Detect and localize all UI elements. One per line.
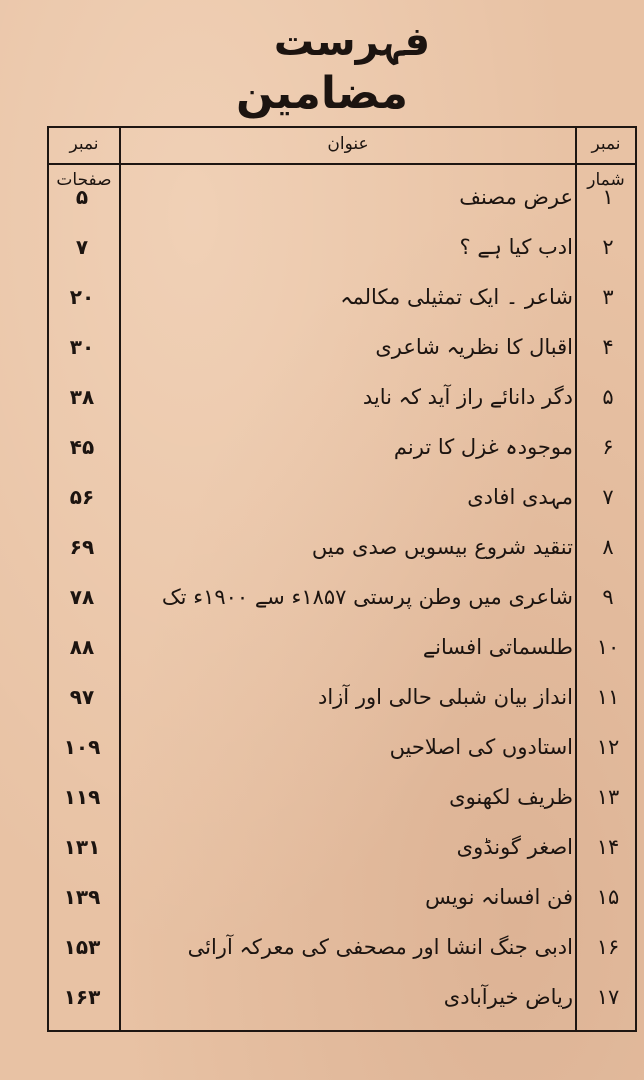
heading-line-1: فہرست	[273, 19, 431, 65]
entry-page: ۹۷	[69, 685, 95, 709]
table-row	[47, 372, 637, 422]
entry-page: ۴۵	[69, 435, 95, 459]
entry-title: مہدی افادی	[467, 485, 573, 509]
table-row	[47, 422, 637, 472]
table-row	[47, 872, 637, 922]
table-row	[47, 172, 637, 222]
entry-title: طلسماتی افسانے	[422, 635, 573, 659]
table-row	[47, 822, 637, 872]
table-row	[47, 922, 637, 972]
entry-page: ۳۸	[69, 385, 95, 409]
entry-page: ۱۱۹	[63, 785, 101, 809]
table-row	[47, 722, 637, 772]
entry-number: ۱۳	[596, 785, 620, 809]
table-row	[47, 522, 637, 572]
entry-number: ۲	[602, 235, 614, 259]
entry-page: ۱۵۳	[63, 935, 101, 959]
entry-page: ۳۰	[69, 335, 95, 359]
page-heading	[0, 18, 644, 118]
entry-page: ۱۳۱	[63, 835, 101, 859]
entry-number: ۱۷	[596, 985, 620, 1009]
heading-line-2: مضامین	[236, 68, 408, 119]
entry-number: ۱۰	[596, 635, 620, 659]
entry-number: ۵	[602, 385, 614, 409]
entry-number: ۱۴	[596, 835, 620, 859]
entry-number: ۱۶	[596, 935, 620, 959]
entry-title: عرض مصنف	[459, 185, 573, 209]
entry-page: ۵۶	[69, 485, 95, 509]
entry-number: ۱۱	[596, 685, 620, 709]
entry-page: ۲۰	[69, 285, 95, 309]
entry-title: فن افسانہ نویس	[425, 885, 573, 909]
entry-number: ۳	[602, 285, 614, 309]
entry-title: تنقید شروع بیسویں صدی میں	[311, 535, 573, 559]
table-row	[47, 322, 637, 372]
title-column-header: عنوان	[327, 134, 369, 154]
entry-number: ۱۵	[596, 885, 620, 909]
serial-column-header: نمبر شمار	[587, 134, 625, 190]
entry-number: ۹	[602, 585, 614, 609]
entry-title: اصغر گونڈوی	[456, 835, 573, 859]
entry-page: ۷۸	[69, 585, 95, 609]
entry-title: شاعری میں وطن پرستی ۱۸۵۷ء سے ۱۹۰۰ء تک	[161, 585, 573, 609]
entry-page: ۸۸	[69, 635, 95, 659]
entry-page: ۱۰۹	[63, 735, 101, 759]
entry-title: ادب کیا ہے ؟	[459, 235, 573, 259]
table-row	[47, 222, 637, 272]
entry-page: ۱۶۳	[63, 985, 101, 1009]
entry-title: دگر دانائے راز آید کہ ناید	[362, 385, 573, 409]
entry-title: ادبی جنگ انشا اور مصحفی کی معرکہ آرائی	[187, 935, 573, 959]
entry-number: ۴	[602, 335, 614, 359]
page-column-header: نمبر صفحات	[56, 134, 112, 190]
entry-page: ۷	[75, 235, 89, 259]
table-row	[47, 622, 637, 672]
table-bottom-rule	[47, 1030, 637, 1032]
entry-number: ۷	[602, 485, 614, 509]
entry-number: ۱	[602, 185, 614, 209]
entry-title: انداز بیان شبلی حالی اور آزاد	[317, 685, 573, 709]
entry-title: موجودہ غزل کا ترنم	[393, 435, 573, 459]
table-row	[47, 972, 637, 1022]
entry-page: ۵	[75, 185, 89, 209]
entry-title: ظریف لکھنوی	[449, 785, 573, 809]
entry-number: ۶	[602, 435, 614, 459]
table-header-rule	[47, 163, 637, 165]
entry-title: ریاض خیرآبادی	[443, 985, 573, 1009]
entry-number: ۸	[602, 535, 614, 559]
table-row	[47, 472, 637, 522]
table-row	[47, 272, 637, 322]
table-row	[47, 772, 637, 822]
entry-title: استادوں کی اصلاحیں	[389, 735, 573, 759]
entry-page: ۶۹	[69, 535, 95, 559]
contents-table	[47, 126, 637, 1032]
entry-title: شاعر ۔ ایک تمثیلی مکالمہ	[340, 285, 573, 309]
entry-page: ۱۳۹	[63, 885, 101, 909]
entry-title: اقبال کا نظریہ شاعری	[375, 335, 573, 359]
table-row	[47, 572, 637, 622]
table-row	[47, 672, 637, 722]
entry-number: ۱۲	[596, 735, 620, 759]
